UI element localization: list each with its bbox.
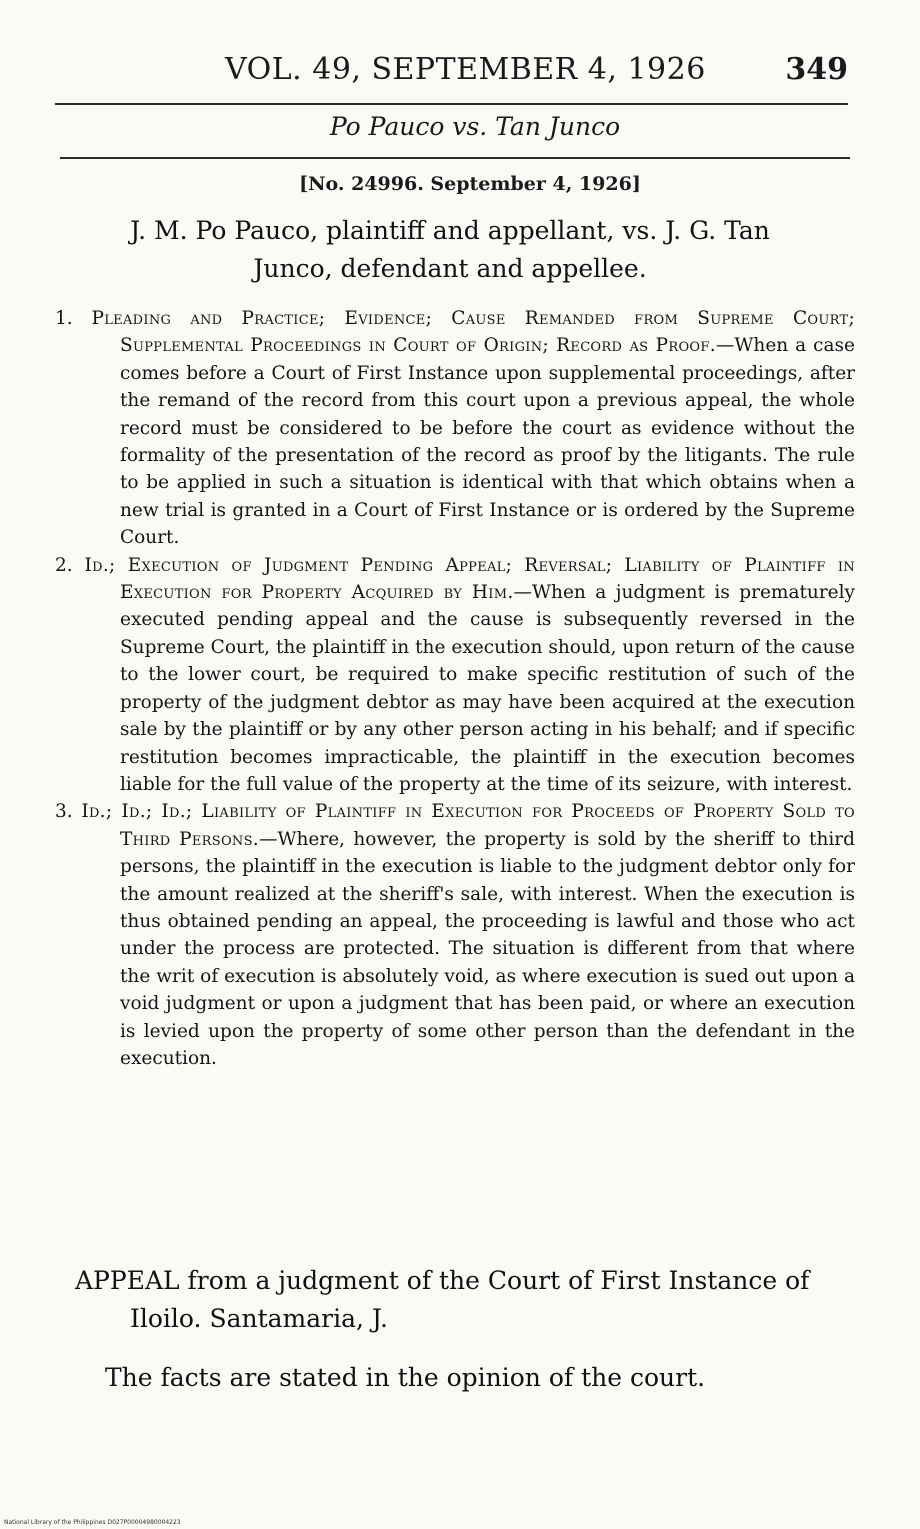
parties-line-1: J. M. Po Pauco, plaintiff and appellant, vs. J. G. Tan xyxy=(130,216,770,245)
syllabus-item-body: —When a case comes before a Court of First Instance upon supplemental proceedings, after the remand of the record from this court upon a previous appeal, the whole record must be considered to be before the court as evidence without the formality of the presentation of the record as proof by the litigants. The rule to be applied in such a situation is identical with that which obtains when a new trial is granted in a Court of First Instance or is ordered by the Supreme Court. xyxy=(120,335,855,549)
syllabus-item xyxy=(55,552,855,799)
footer-note: National Library of the Philippines D027P00004980004223 xyxy=(4,1519,181,1526)
header-rule-bottom xyxy=(60,157,850,159)
syllabus-item-heading: Id.; Id.; Id.; Liability of Plaintiff in Execution for Proceeds of Property Sold to Third Persons. xyxy=(81,801,855,850)
facts-statement: The facts are stated in the opinion of the court. xyxy=(105,1363,706,1392)
syllabus-item-number: 1. xyxy=(55,308,73,329)
case-number: [No. 24996. September 4, 1926] xyxy=(299,173,641,195)
syllabus xyxy=(55,305,855,1072)
volume-date-header: VOL. 49, SEPTEMBER 4, 1926 xyxy=(225,52,706,87)
appeal-judge: Santamaria, J. xyxy=(209,1304,388,1333)
syllabus-item-number: 3. xyxy=(55,801,73,823)
syllabus-item-heading: Pleading and Practice; Evidence; Cause Remanded from Supreme Court; Supplemental Proceedings in Court of Origin; Record as Proof. xyxy=(91,308,855,357)
syllabus-item xyxy=(55,305,855,552)
syllabus-item xyxy=(55,798,855,1072)
header-rule-top xyxy=(55,103,848,105)
syllabus-item-heading: Id.; Execution of Judgment Pending Appeal; Reversal; Liability of Plaintiff in Execution for Property Acquired by Him. xyxy=(84,554,855,604)
running-title: Po Pauco vs. Tan Junco xyxy=(329,112,621,141)
syllabus-item-body: —Where, however, the property is sold by the sheriff to third persons, the plaintiff in the execution is liable to the judgment debtor only for the amount realized at the sheriff's sale, with interest. When the execution is thus obtained pending an appeal, the proceeding is lawful and those who act under the process are protected. The situation is different from that where the writ of execution is absolutely void, as where execution is sued out upon a void judgment or upon a judgment that has been paid, or where an execution is levied upon the property of some other person than the defendant in the execution. xyxy=(120,828,855,1069)
syllabus-item-body: —When a judgment is prematurely executed pending appeal and the cause is subsequently reversed in the Supreme Court, the plaintiff in the execution should, upon return of the cause to the lower court, be required to make specific restitution of such of the property of the judgment debtor as may have been acquired at the execution sale by the plaintiff or by any other person acting in his behalf; and if specific restitution becomes impracticable, the plaintiff in the execution becomes liable for the full value of the property at the time of its seizure, with interest. xyxy=(120,582,855,795)
case-parties xyxy=(50,212,850,288)
syllabus-item-number: 2. xyxy=(55,554,73,576)
appeal-statement xyxy=(75,1262,865,1338)
page-number: 349 xyxy=(785,52,848,87)
appeal-text: APPEAL from a judgment of the Court of First Instance of Iloilo. xyxy=(75,1266,810,1333)
parties-line-2: Junco, defendant and appellee. xyxy=(253,254,647,283)
